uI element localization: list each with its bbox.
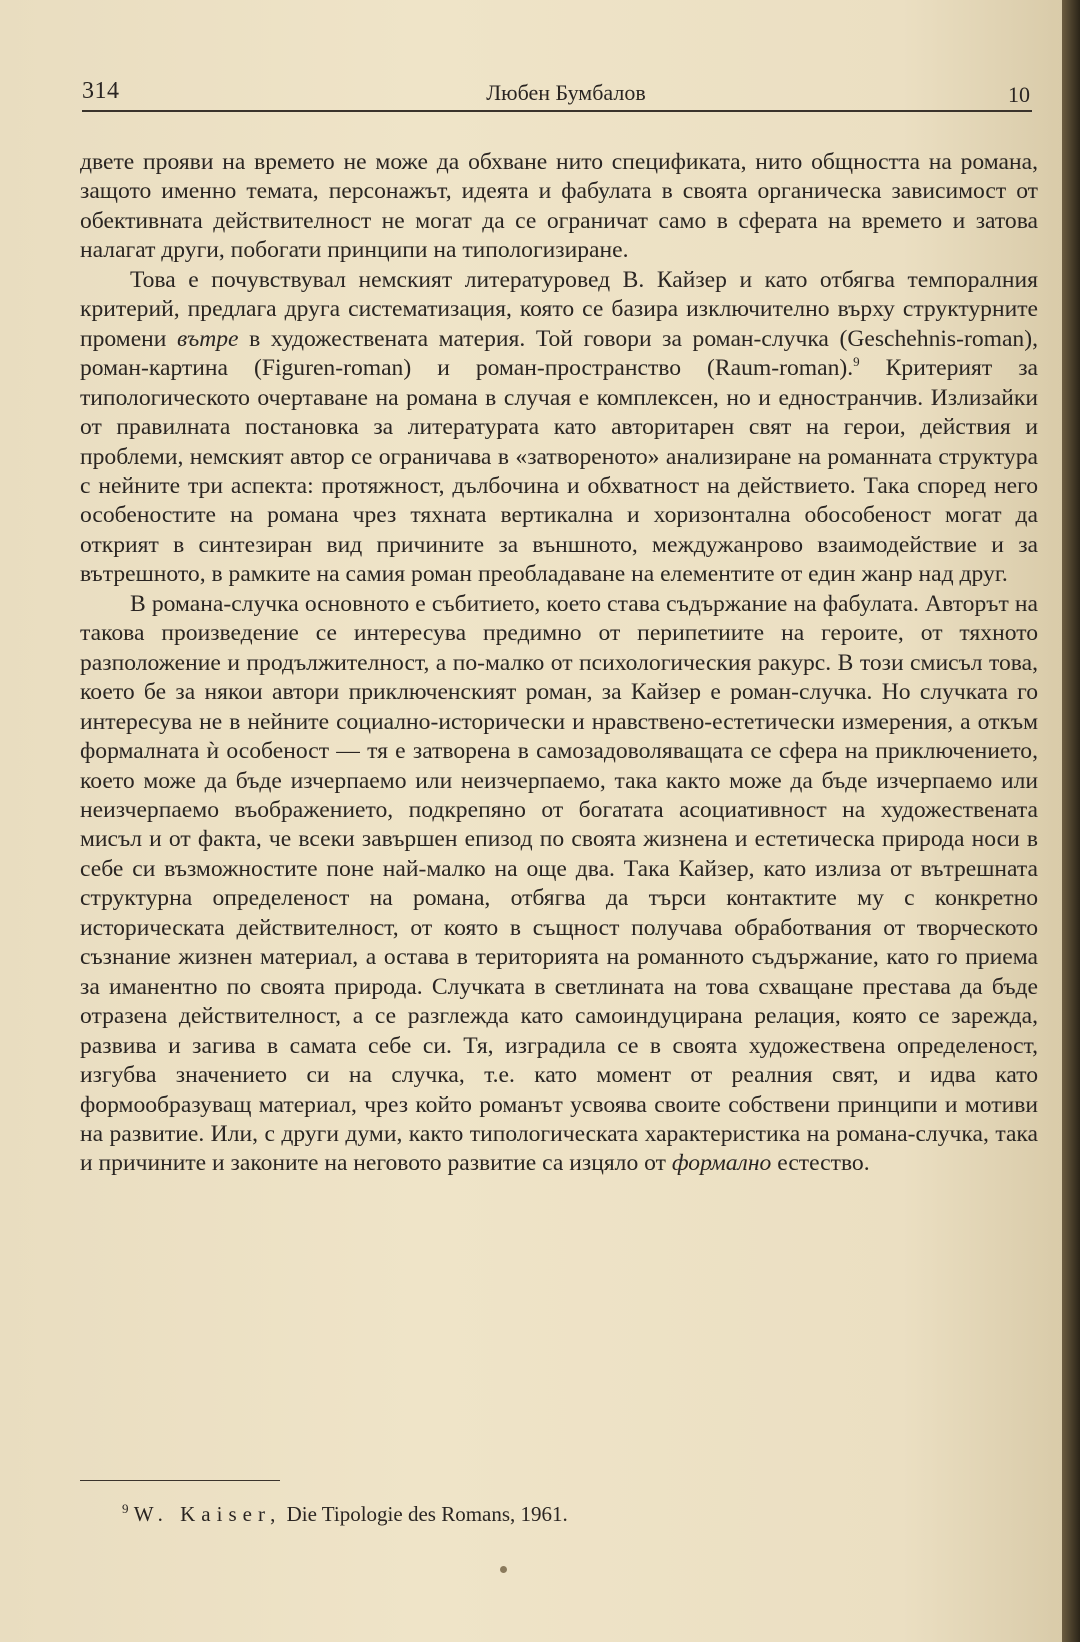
- body-text: [80, 148, 1038, 1179]
- paragraph-text: Това е почувствувал немският литературовед В. Кайзер и като отбягва темпоралния критерий, предлага друга систематизация, която се базира изключително върху структурните промени: [80, 266, 1038, 352]
- footnote: [122, 1500, 1022, 1528]
- paragraph-text: в художествената материя. Той говори за роман-случка (Geschehnis-roman), роман-картина (Figuren-roman) и роман-пространство (Raum-roman).: [80, 325, 1038, 382]
- page-number: 314: [82, 78, 120, 104]
- chapter-number: 10: [1008, 82, 1030, 107]
- paragraph-text: В романа-случка основното е събитието, което става съдържание на фабулата. Авторът на такова произведение се интересува предимно от перипетиите на героите, от тяхното разположение и продължителност, а по-малко от психологическия ракурс. В този смисъл това, което бе за някои автори приключенският роман, за Кайзер е роман-случка. Но случката го интересува не в нейните социално-исторически и нравствено-естетически измерения, а откъм формалната ѝ особеност — тя е затворена в самозадоволяващата се сфера на приключението, което може да бъде изчерпаемо или неизчерпаемо, така както може да бъде изчерпаемо или неизчерпаемо въображението, подкрепяно от богатата асоциативност на художествената мисъл и от факта, че всеки завършен епизод по своята жизнена и естетическа природа носи в себе си възможностите поне най-малко на още два. Така Кайзер, като излиза от вътрешната структурна определеност на романа, отбягва да търси контактите му с конкретно историческата действителност, от която в същност получава обработвания от творческото съзнание жизнен материал, а остава в територията на романното съдържание, като го приема за иманентно по своята природа. Случката в светлината на това схващане престава да бъде отразена действителност, а се разглежда като самоиндуцирана релация, която се зарежда, развива и загива в самата себе си. Тя, изградила се в своята художествена определеност, изгубва значението си на случка, т.е. като момент от реалния свят, и идва като формообразуващ материал, чрез който романът усвоява своите собствени принципи и мотиви на развитие. Или, с други думи, както типологическата характеристика на романа-случка, така и причините и законите на неговото развитие са изцяло от: [80, 590, 1038, 1177]
- paper-speck: [500, 1566, 507, 1573]
- footnote-title: Die Tipologie des Romans, 1961.: [286, 1502, 568, 1526]
- paragraph: [80, 590, 1038, 1179]
- paragraph: [80, 266, 1038, 590]
- footnote-marker: 9: [122, 1501, 129, 1516]
- footnote-rule: [80, 1480, 280, 1481]
- emphasis-text: вътре: [177, 325, 239, 352]
- emphasis-text: формално: [671, 1150, 772, 1177]
- footnote-author: W. Kaiser,: [133, 1502, 282, 1526]
- paragraph: [80, 148, 1038, 266]
- page-edge: [1062, 0, 1080, 1642]
- paragraph-text: Критерият за типологическото очертаване на романа в случая е комплексен, но и едностранчив. Излизайки от правилната постановка за литературата като авторитарен свят на герои, действия и проблеми, немският автор се ограничава в «затвореното» анализиране на романната структура с нейните три аспекта: протяжност, дълбочина и обхватност на действието. Така според него особеностите на романа чрез тяхната вертикална и хоризонтална обособеност могат да открият в синтезиран вид причините за външното, междужанрово взаимодействие и за вътрешното, в рамките на самия роман преобладаване на елементите от един жанр над друг.: [80, 355, 1039, 588]
- running-title: Любен Бумбалов: [486, 80, 646, 105]
- footnote-reference: 9: [853, 354, 860, 370]
- paragraph-text: двете прояви на времето не може да обхване нито спецификата, нито общността на романа, защото именно темата, персонажът, идеята и фабулата в своята органическа зависимост от обективната действителност не могат да се ограничат само в сферата на времето и затова налагат други, побогати принципи на типологизиране.: [80, 149, 1038, 264]
- header-rule: [82, 110, 1032, 112]
- paragraph-text: естество.: [771, 1150, 870, 1177]
